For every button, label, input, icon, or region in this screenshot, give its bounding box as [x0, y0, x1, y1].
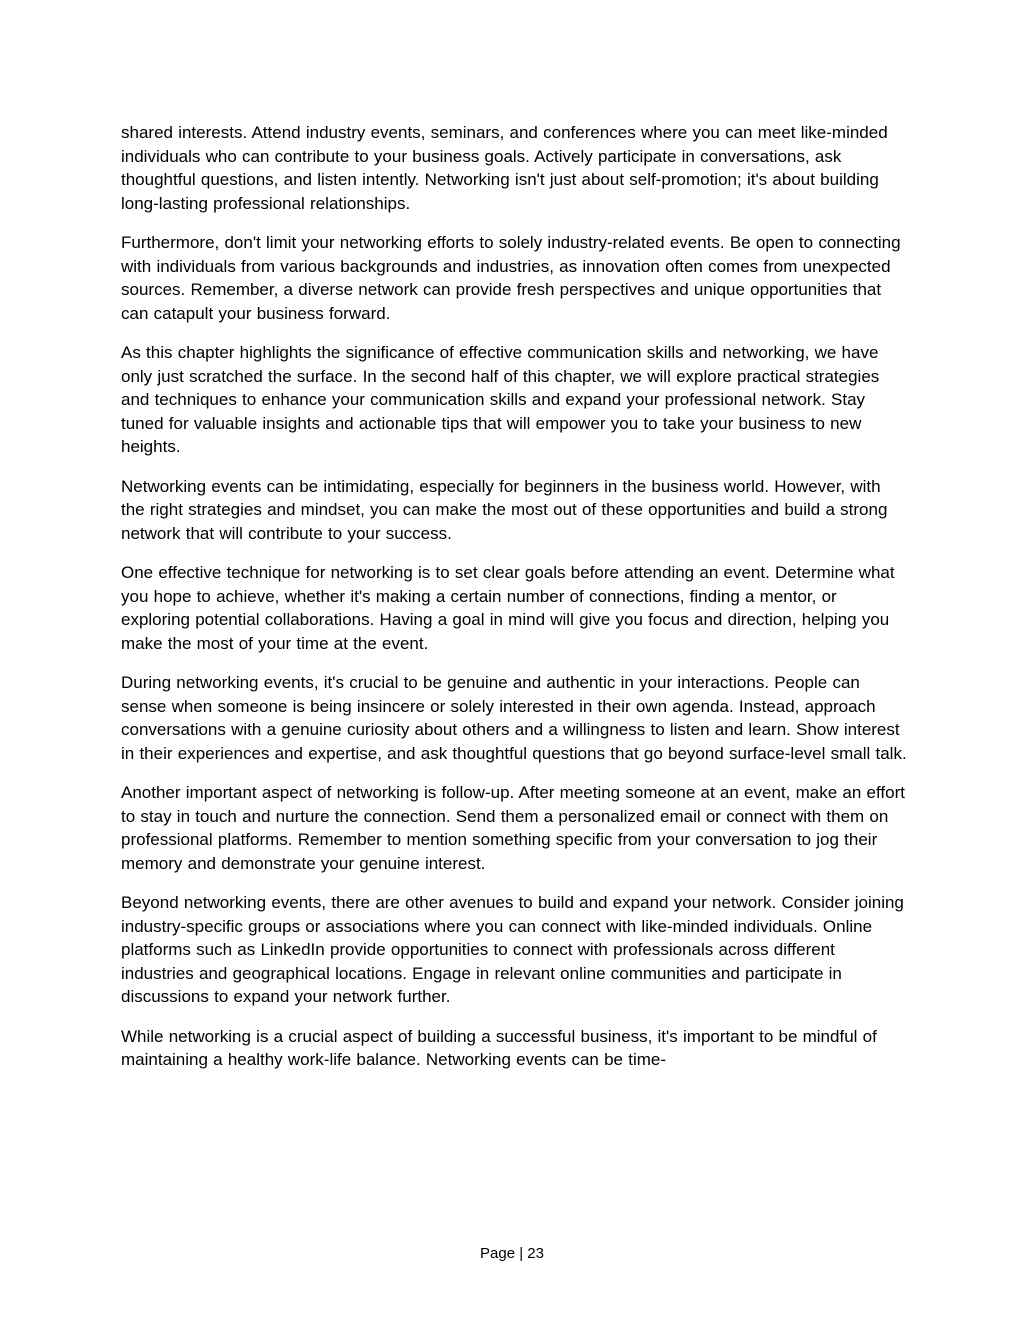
paragraph: Another important aspect of networking is follow-up. After meeting someone at an event, make an effort to stay in touch and nurture the connection. Send them a personalized email or connect with them on professional platforms. Remember to mention something specific from your conversation to jog their memory and demonstrate your genuine interest. [121, 783, 905, 873]
paragraph: During networking events, it's crucial to be genuine and authentic in your interactions. People can sense when someone is being insincere or solely interested in their own agenda. Instead, approach conversations with a genuine curiosity about others and a willingness to listen and learn. Show interest in their experiences and expertise, and ask thoughtful questions that go beyond surface-level small talk. [121, 673, 907, 763]
document-body [121, 121, 907, 1088]
paragraph: Furthermore, don't limit your networking efforts to solely industry-related events. Be open to connecting with individuals from various backgrounds and industries, as innovation often comes from unexpected sources. Remember, a diverse network can provide fresh perspectives and unique opportunities that can catapult your business forward. [121, 233, 901, 323]
paragraph: As this chapter highlights the significance of effective communication skills and networking, we have only just scratched the surface. In the second half of this chapter, we will explore practical strategies and techniques to enhance your communication skills and expand your professional network. Stay tuned for valuable insights and actionable tips that will empower you to take your business to new heights. [121, 343, 880, 456]
paragraph: While networking is a crucial aspect of building a successful business, it's important to be mindful of maintaining a healthy work-life balance. Networking events can be time- [121, 1026, 877, 1069]
paragraph: shared interests. Attend industry events, seminars, and conferences where you can meet like-minded individuals who can contribute to your business goals. Actively participate in conversations, ask thoughtful questions, and listen intently. Networking isn't just about self-promotion; it's about building long-lasting professional relationships. [121, 123, 888, 213]
paragraph: One effective technique for networking is to set clear goals before attending an event. Determine what you hope to achieve, whether it's making a certain number of connections, finding a mentor, or exploring potential collaborations. Having a goal in mind will give you focus and direction, helping you make the most of your time at the event. [121, 563, 895, 653]
paragraph: Networking events can be intimidating, especially for beginners in the business world. However, with the right strategies and mindset, you can make the most out of these opportunities and build a strong network that will contribute to your success. [121, 476, 888, 543]
paragraph: Beyond networking events, there are other avenues to build and expand your network. Consider joining industry-specific groups or associations where you can connect with like-minded individuals. Online platforms such as LinkedIn provide opportunities to connect with professionals across different industries and geographical locations. Engage in relevant online communities and participate in discussions to expand your network further. [121, 893, 904, 1006]
page-number: Page | 23 [480, 1245, 544, 1262]
